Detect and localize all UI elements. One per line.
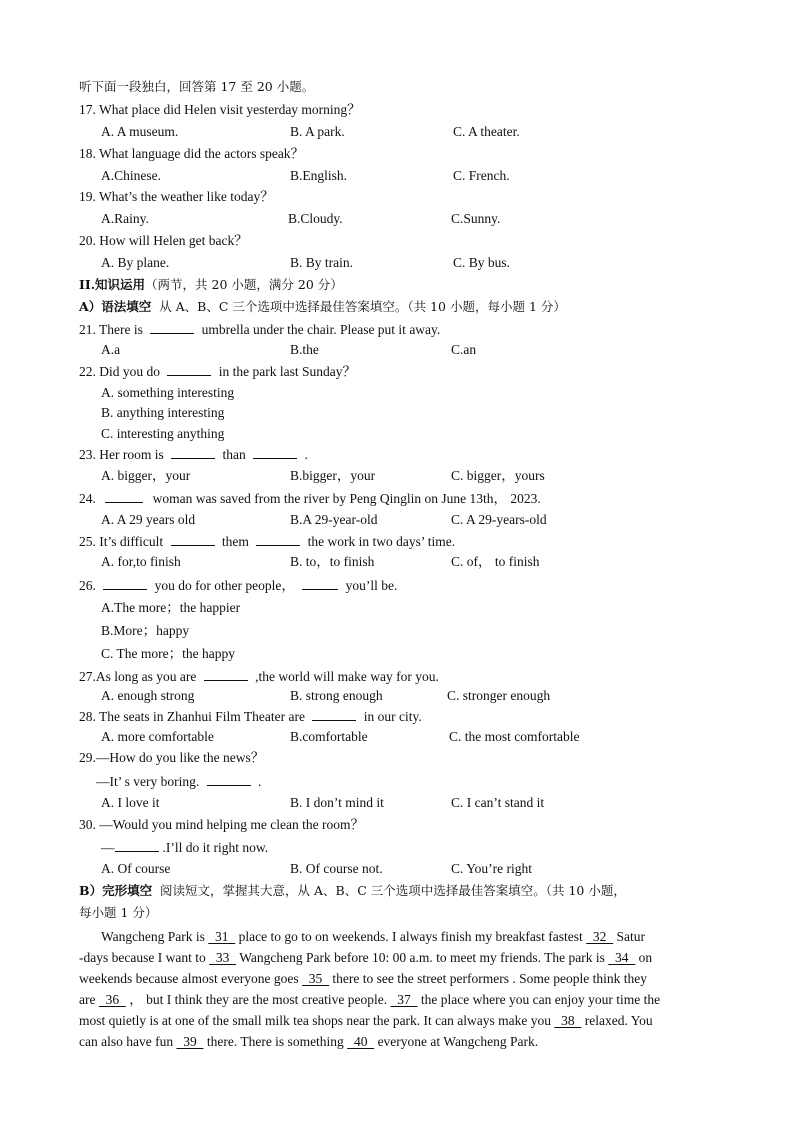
passage-text: most quietly is at one of the small milk tea shops near the park. It can always make you <box>79 1013 552 1028</box>
q30-response-end: .I’ll do it right now. <box>162 840 269 855</box>
passage-line-1 <box>101 926 735 948</box>
q20-option-b: B. By train. <box>290 255 353 270</box>
q30-option-b: B. Of course not. <box>290 861 383 876</box>
blank-33: 33 <box>209 950 237 965</box>
q17-option-a: A. A museum. <box>101 124 179 139</box>
question-20: 20. How will Helen get back？ <box>79 233 248 248</box>
q26-text-mid: you do for other people， <box>154 578 295 593</box>
passage-text: place to go to on weekends. I always finish my breakfast fastest <box>238 929 583 944</box>
question-17: 17. What place did Helen visit yesterday morning？ <box>79 102 361 117</box>
q22-option-c: C. interesting anything <box>101 426 225 441</box>
passage-text: can also have fun <box>79 1034 174 1049</box>
passage-text: Satur <box>616 929 646 944</box>
q29-response <box>96 772 261 791</box>
passage-text: Wangcheng Park is <box>101 929 205 944</box>
question-23 <box>79 445 308 464</box>
passage-text: Wangcheng Park before 10: 00 a.m. to meet my friends. The park is <box>239 950 605 965</box>
q26-option-b: B.More；happy <box>101 623 190 638</box>
passage-line-5 <box>79 1010 713 1032</box>
question-24 <box>79 489 541 508</box>
q27-text-end: ,the world will make way for you. <box>255 669 439 684</box>
q29-option-a: A. I love it <box>101 795 160 810</box>
q23-option-a: A. bigger，your <box>101 468 191 483</box>
listening-intro: 听下面一段独白，回答第 17 至 20 小题。 <box>79 79 315 94</box>
q22-text-end: in the park last Sunday？ <box>218 364 356 379</box>
q26-option-c: C. The more；the happy <box>101 646 235 661</box>
question-26 <box>79 576 397 595</box>
section-a-heading <box>79 298 566 316</box>
q21-text-end: umbrella under the chair. Please put it away. <box>201 322 441 337</box>
question-21 <box>79 320 440 339</box>
q19-option-a: A.Rainy. <box>101 211 149 226</box>
question-27 <box>79 667 439 686</box>
q30-response-start: — <box>101 840 115 855</box>
q24-option-c: C. A 29-years-old <box>451 512 547 527</box>
passage-line-6 <box>79 1031 713 1053</box>
section-b-heading <box>79 882 626 900</box>
q20-option-a: A. By plane. <box>101 255 170 270</box>
q28-option-c: C. the most comfortable <box>449 729 580 744</box>
blank-36: 36 <box>98 992 126 1007</box>
answer-blank <box>204 667 248 681</box>
passage-line-4 <box>79 989 713 1011</box>
blank-31: 31 <box>208 929 236 944</box>
passage-text: relaxed. You <box>584 1013 653 1028</box>
q26-text-end: you’ll be. <box>345 578 398 593</box>
question-30: 30. —Would you mind helping me clean the room？ <box>79 817 364 832</box>
answer-blank <box>150 320 194 334</box>
q18-option-b: B.English. <box>290 168 348 183</box>
q21-option-c: C.an <box>451 342 477 357</box>
blank-37: 37 <box>390 992 418 1007</box>
passage-line-2 <box>79 947 713 969</box>
q24-text-end: woman was saved from the river by Peng Qinglin on June 13th， 2023. <box>152 491 541 506</box>
q23-text-mid: than <box>222 447 246 462</box>
q30-option-a: A. Of course <box>101 861 171 876</box>
section-a-title: A）语法填空 <box>79 299 152 314</box>
answer-blank <box>171 445 215 459</box>
section-b-note: 阅读短文，掌握其大意，从 A、B、C 三个选项中选择最佳答案填空。（共 10 小题， <box>160 883 626 898</box>
q27-text-start: 27.As long as you are <box>79 669 197 684</box>
section-2-title: II.知识运用 <box>79 277 146 292</box>
q29-option-c: C. I can’t stand it <box>451 795 545 810</box>
blank-39: 39 <box>176 1034 204 1049</box>
q23-option-b: B.bigger，your <box>290 468 376 483</box>
blank-32: 32 <box>586 929 614 944</box>
q19-option-c: C.Sunny. <box>451 211 501 226</box>
q27-option-b: B. strong enough <box>290 688 383 703</box>
q18-option-a: A.Chinese. <box>101 168 161 183</box>
question-25 <box>79 532 455 551</box>
answer-blank <box>207 772 251 786</box>
q28-option-a: A. more comfortable <box>101 729 214 744</box>
q22-option-a: A. something interesting <box>101 385 235 400</box>
blank-34: 34 <box>608 950 636 965</box>
q25-text-mid: them <box>221 534 249 549</box>
answer-blank <box>312 707 356 721</box>
question-28 <box>79 707 422 726</box>
answer-blank <box>105 489 143 503</box>
q25-option-a: A. for,to finish <box>101 554 181 569</box>
q30-option-c: C. You’re right <box>451 861 533 876</box>
q21-option-b: B.the <box>290 342 319 357</box>
passage-text: there. There is something <box>206 1034 344 1049</box>
blank-35: 35 <box>302 971 330 986</box>
q29-option-b: B. I don’t mind it <box>290 795 384 810</box>
passage-line-3 <box>79 968 713 990</box>
q23-text-start: 23. Her room is <box>79 447 164 462</box>
q28-text-end: in our city. <box>363 709 422 724</box>
passage-text: there to see the street performers . Some people think they <box>332 971 647 986</box>
q25-option-b: B. to，to finish <box>290 554 375 569</box>
q27-option-c: C. stronger enough <box>447 688 551 703</box>
q26-option-a: A.The more；the happier <box>101 600 241 615</box>
section-2-note: （两节，共 20 小题，满分 20 分） <box>145 277 343 292</box>
passage-text: ， but I think they are the most creative people. <box>129 992 388 1007</box>
section-a-note: 从 A、B、C 三个选项中选择最佳答案填空。（共 10 小题，每小题 1 分） <box>159 299 566 314</box>
passage-text: everyone at Wangcheng Park. <box>377 1034 539 1049</box>
blank-38: 38 <box>554 1013 582 1028</box>
q17-option-c: C. A theater. <box>453 124 520 139</box>
section-b-note-continued: 每小题 1 分） <box>79 905 158 920</box>
q21-text-start: 21. There is <box>79 322 143 337</box>
q30-response <box>101 838 268 857</box>
answer-blank <box>171 532 215 546</box>
q24-text-start: 24. <box>79 491 96 506</box>
q25-text-start: 25. It’s difficult <box>79 534 164 549</box>
answer-blank <box>253 445 297 459</box>
q28-option-b: B.comfortable <box>290 729 368 744</box>
answer-blank <box>115 838 159 852</box>
q26-text-start: 26. <box>79 578 96 593</box>
passage-text: on <box>638 950 653 965</box>
answer-blank <box>103 576 147 590</box>
q24-option-b: B.A 29-year-old <box>290 512 378 527</box>
passage-text: the place where you can enjoy your time the <box>420 992 661 1007</box>
q27-option-a: A. enough strong <box>101 688 195 703</box>
answer-blank <box>302 576 338 590</box>
q25-option-c: C. of， to finish <box>451 554 540 569</box>
q18-option-c: C. French. <box>453 168 510 183</box>
q25-text-end: the work in two days’ time. <box>307 534 456 549</box>
q20-option-c: C. By bus. <box>453 255 511 270</box>
q21-option-a: A.a <box>101 342 121 357</box>
q22-text-start: 22. Did you do <box>79 364 160 379</box>
question-18: 18. What language did the actors speak？ <box>79 146 305 161</box>
passage-text: -days because I want to <box>79 950 206 965</box>
question-19: 19. What’s the weather like today？ <box>79 189 274 204</box>
passage-text: are <box>79 992 96 1007</box>
question-22 <box>79 362 356 381</box>
section-b-title: B）完形填空 <box>79 883 153 898</box>
section-2-heading <box>79 276 343 294</box>
answer-blank <box>256 532 300 546</box>
q29-response-start: —It’ s very boring. <box>96 774 200 789</box>
q23-option-c: C. bigger，yours <box>451 468 545 483</box>
question-29: 29.—How do you like the news？ <box>79 750 265 765</box>
passage-text: weekends because almost everyone goes <box>79 971 299 986</box>
q19-option-b: B.Cloudy. <box>288 211 343 226</box>
q28-text-start: 28. The seats in Zhanhui Film Theater are <box>79 709 305 724</box>
q23-text-end: . <box>304 447 308 462</box>
answer-blank <box>167 362 211 376</box>
q29-response-end: . <box>257 774 262 789</box>
q17-option-b: B. A park. <box>290 124 345 139</box>
q24-option-a: A. A 29 years old <box>101 512 196 527</box>
q22-option-b: B. anything interesting <box>101 405 225 420</box>
blank-40: 40 <box>347 1034 375 1049</box>
